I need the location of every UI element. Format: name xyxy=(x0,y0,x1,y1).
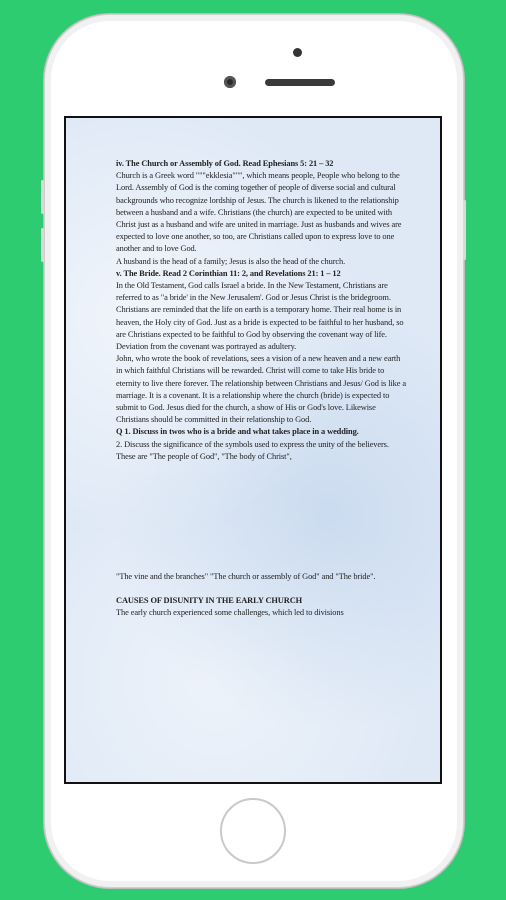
spacer xyxy=(116,583,406,595)
section-heading-bride: v. The Bride. Read 2 Corinthian 11: 2, and Revelations 21: 1 – 12 xyxy=(116,268,341,278)
volume-down-button xyxy=(41,228,44,262)
volume-up-button xyxy=(41,180,44,214)
sensor-dot xyxy=(293,48,302,57)
front-camera-icon xyxy=(224,76,236,88)
paragraph-husband-head: A husband is the head of a family; Jesus is also the head of the church. xyxy=(116,256,346,266)
section-heading-disunity: CAUSES OF DISUNITY IN THE EARLY CHURCH xyxy=(116,596,303,606)
section-heading-church: iv. The Church or Assembly of God. Read Ephesians 5: 21 – 32 xyxy=(116,159,334,168)
question-1: Q 1. Discuss in twos who is a bride and what takes place in a wedding. xyxy=(116,427,359,437)
paragraph-church-definition: Church is a Greek word """ekklesia""", which means people, People who belong to the Lord. Assembly of God is the coming together of people of diverse social and cultural backgrounds who recognize lordship of Jesus. The church is likened to the relationship between a husband and a wife. Christians (the church) are expected to be united with Christ just as a husband and wife are united in marriage. Just as husbands and wives are expected to love one another, so too, are Christians called upon to express love to one another and to love God. xyxy=(116,171,402,254)
blank-space xyxy=(116,463,406,571)
app-screen[interactable] xyxy=(64,116,442,784)
paragraph-vine-branches: "The vine and the branches" "The church or assembly of God" and "The bride". xyxy=(116,572,376,582)
paragraph-symbols: 2. Discuss the significance of the symbols used to express the unity of the believers. These are "The people of God", "The body of Christ", xyxy=(116,439,389,461)
power-button xyxy=(463,200,466,260)
paragraph-john-revelations: John, who wrote the book of revelations, sees a vision of a new heaven and a new earth in which faithful Christians will be rewarded. Christ will come to take His bride to eternity to live there forever. The relationship between Christians and Jesus/ God is like a marriage. It is a covenant. It is a relationship where the church (bride) is expected to submit to God. Jesus died for the church, a show of His or God's love. Likewise Christians should be committed in their relationship to God. xyxy=(116,354,406,425)
paragraph-bride: In the Old Testament, God calls Israel a bride. In the New Testament, Christians are referred to as "a bride' in the New Jerusalem'. God or Jesus Christ is the bridegroom. Christians are reminded that the life on earth is a temporary home. Their real home is in heaven, the Holy city of God. Just as a bride is expected to be faithful to her husband, so are Christians expected to be faithful to God by observing the covenant way of life. Deviation from the covenant was portrayed as adultery. xyxy=(116,281,404,352)
home-button[interactable] xyxy=(220,798,286,864)
paragraph-early-church: The early church experienced some challenges, which led to divisions xyxy=(116,608,344,618)
earpiece-speaker xyxy=(265,79,335,86)
document-page[interactable] xyxy=(116,158,406,620)
